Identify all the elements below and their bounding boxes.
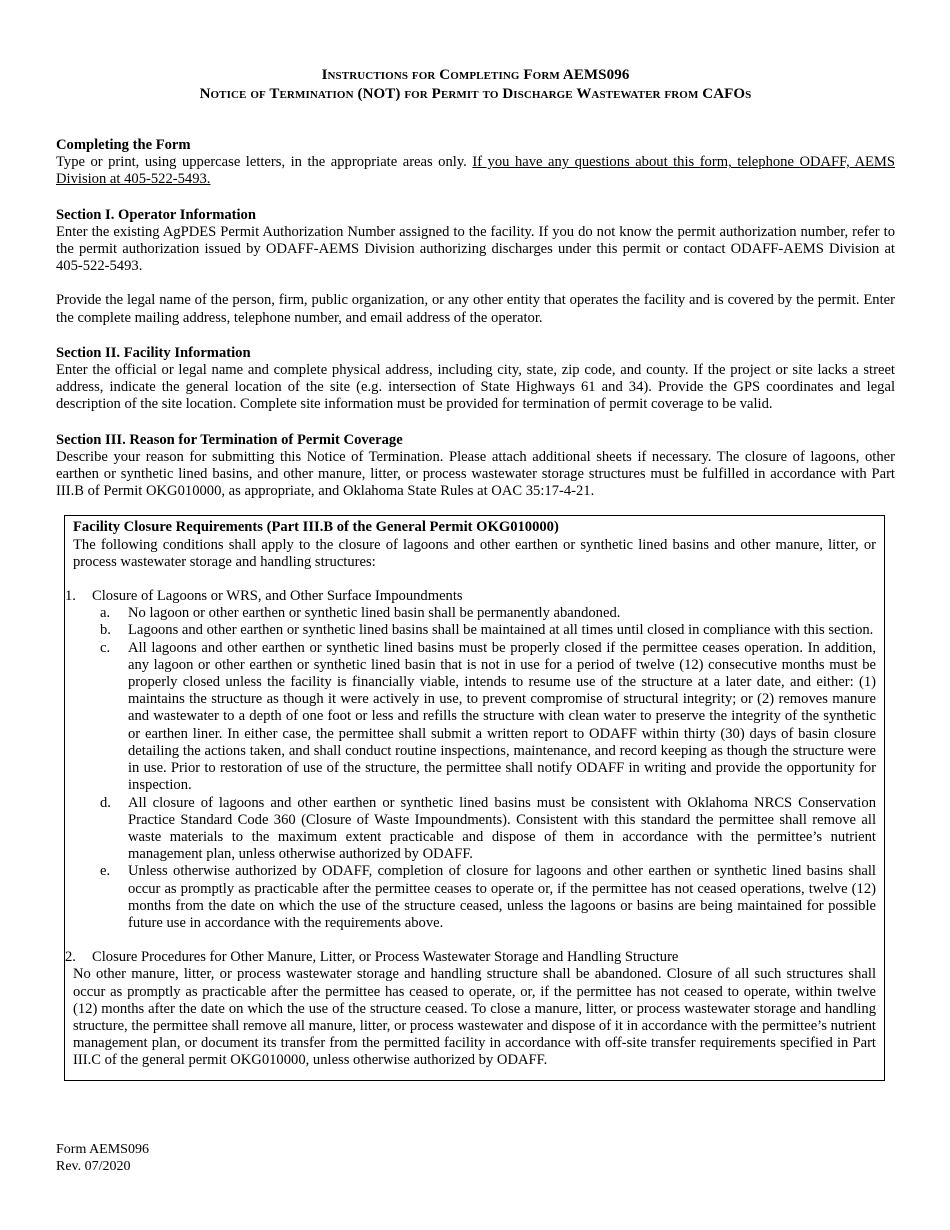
title-line-2: Notice of Termination (NOT) for Permit to Discharge Wastewater from CAFOs xyxy=(199,86,752,102)
sub-item-text: All closure of lagoons and other earthen or synthetic lined basins must be consistent with Oklahoma NRCS Conservation Practice Standard Code 360 (Closure of Waste Impoundments). Consistent with this standard the permittee shall remove all waste materials to the maximum extent practicable and dispose of them in accordance with the permittee’s nutrient management plan, unless otherwise authorized by ODAFF. xyxy=(128,794,876,863)
item-number: 2. xyxy=(65,949,76,966)
sub-item-text: No lagoon or other earthen or synthetic lined basin shall be permanently abandoned. xyxy=(128,605,621,622)
item-title: Closure Procedures for Other Manure, Litter, or Process Wastewater Storage and Handling Structure xyxy=(92,949,679,966)
section-2-heading: Section II. Facility Information xyxy=(56,344,251,361)
item-title: Closure of Lagoons or WRS, and Other Surface Impoundments xyxy=(92,588,463,605)
completing-section xyxy=(56,137,895,189)
form-number: Form AEMS096 xyxy=(56,1142,149,1157)
item-number: 1. xyxy=(65,588,76,605)
sub-item-letter: a. xyxy=(100,605,111,622)
box-intro: The following conditions shall apply to the closure of lagoons and other earthen or synthetic lined basins and other manure, litter, or process wastewater storage and handling structures: xyxy=(73,536,876,570)
section-2 xyxy=(56,345,895,414)
list-item-2 xyxy=(65,949,876,966)
completing-text xyxy=(56,154,895,188)
document-title xyxy=(56,66,895,104)
sub-item-letter: b. xyxy=(100,622,111,639)
contact-info: If you have any questions about this form, telephone ODAFF, AEMS Division at 405-522-5493. xyxy=(56,154,896,188)
sub-item-text: Lagoons and other earthen or synthetic lined basins shall be maintained at all times until closed in compliance with this section. xyxy=(128,622,874,639)
sub-item-c xyxy=(100,640,876,795)
closure-requirements-box xyxy=(64,515,885,1080)
sub-item-d xyxy=(100,795,876,864)
section-1 xyxy=(56,207,895,327)
box-heading: Facility Closure Requirements (Part III.B of the General Permit OKG010000) xyxy=(73,519,559,536)
section-3 xyxy=(56,432,895,501)
completing-heading: Completing the Form xyxy=(56,137,191,153)
sub-item-a xyxy=(100,605,876,622)
section-3-heading: Section III. Reason for Termination of Permit Coverage xyxy=(56,431,403,448)
revision-date: Rev. 07/2020 xyxy=(56,1159,131,1174)
list-item-1 xyxy=(65,588,876,605)
section-1-paragraph-1: Enter the existing AgPDES Permit Authorization Number assigned to the facility. If you do not know the permit authorization number, refer to the permit authorization issued by ODAFF-AEMS Division authorizing discharges under this permit or contact ODAFF-AEMS Division at 405-522-5493. xyxy=(56,223,895,275)
sub-item-letter: c. xyxy=(100,639,111,656)
sub-item-text: All lagoons and other earthen or synthetic lined basins must be properly closed if the permittee ceases operation. In addition, any lagoon or other earthen or synthetic lined basin that is not in use for a period of twelve (12) consecutive months must be properly closed unless the facility is financially viable, intends to resume use of the structure at a later date, and either: (1) maintains the structure as though it were actively in use, to prevent compromise of structural integrity; or (2) removes manure and wastewater to a depth of one foot or less and refills the structure with clean water to preserve the integrity of the synthetic or earthen liner. In either case, the permittee shall submit a written report to ODAFF within thirty (30) days of basin closure detailing the actions taken, and shall conduct routine inspections, maintenance, and record keeping as though the structure were in use. Prior to restoration of use of the structure, the permittee shall notify ODAFF in writing and provide the opportunity for inspection. xyxy=(128,639,876,794)
sub-list xyxy=(100,605,876,932)
sub-item-text: Unless otherwise authorized by ODAFF, completion of closure for lagoons and other earthen or synthetic lined basins shall occur as promptly as practicable after the permittee ceases to operate or, if the permittee has not ceased operations, twelve (12) months from the date on which the use of the structure ceased, unless the lagoons or basins are being maintained for possible future use in accordance with the requirements above. xyxy=(128,863,876,931)
document-page xyxy=(56,66,895,1081)
section-2-paragraph: Enter the official or legal name and complete physical address, including city, state, zip code, and county. If the project or site lacks a street address, indicate the general location of the site (e.g. intersection of State Highways 61 and 34). Provide the GPS coordinates and legal description of the site location. Complete site information must be provided for termination of permit coverage to be valid. xyxy=(56,362,895,413)
section-1-heading: Section I. Operator Information xyxy=(56,206,256,223)
completing-instructions: Type or print, using uppercase letters, in the appropriate areas only. xyxy=(56,154,473,171)
title-line-1: Instructions for Completing Form AEMS096 xyxy=(321,67,630,83)
sub-item-e xyxy=(100,863,876,932)
sub-item-b xyxy=(100,622,876,639)
sub-item-letter: e. xyxy=(100,863,111,880)
section-3-paragraph: Describe your reason for submitting this Notice of Termination. Please attach additional sheets if necessary. The closure of lagoons, other earthen or synthetic lined basins, and other manure, litter, or process wastewater storage structures must be fulfilled in accordance with Part III.B of Permit OKG010000, as appropriate, and Oklahoma State Rules at OAC 35:17-4-21. xyxy=(56,448,895,500)
section-1-paragraph-2: Provide the legal name of the person, firm, public organization, or any other entity that operates the facility and is covered by the permit. Enter the complete mailing address, telephone number, and email address of the operator. xyxy=(56,292,895,326)
sub-item-letter: d. xyxy=(100,794,111,811)
item-2-text: No other manure, litter, or process wastewater storage and handling structure shall be abandoned. Closure of all such structures shall occur as promptly as practicable after the permittee has ceased to operate, or, if the permittee has not ceased to operate, within twelve (12) months after the date on which the use of the structure ceased. To close a manure, litter, or process wastewater storage and handling structure, the permittee shall remove all manure, litter, or process wastewater and dispose of it in accordance with the permittee’s nutrient management plan, or document its transfer from the permitted facility in accordance with off-site transfer requirements specified in Part III.C of the general permit OKG010000, unless otherwise authorized by ODAFF. xyxy=(73,966,876,1069)
form-footer xyxy=(56,1141,149,1175)
closure-list xyxy=(65,588,876,1069)
